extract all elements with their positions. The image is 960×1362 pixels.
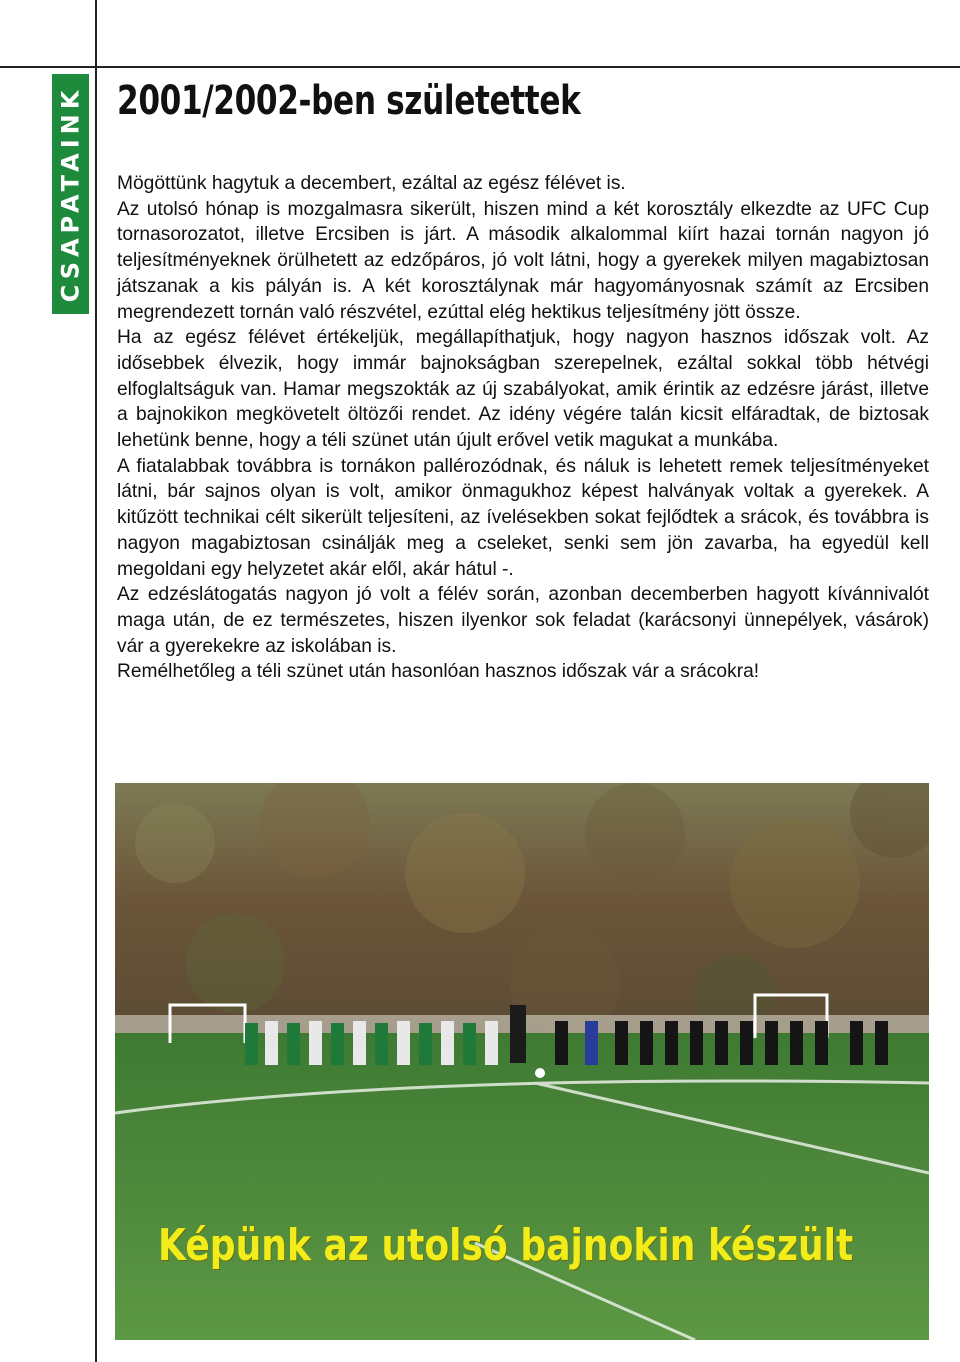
paragraph: Mögöttünk hagytuk a decembert, ezáltal az egész félévet is. <box>117 173 626 194</box>
article-title: 2001/2002-ben születettek <box>117 78 581 124</box>
paragraph: Az edzéslátogatás nagyon jó volt a félév során, azonban decemberben hagyott kívánnivalót maga után, de ez természetes, hiszen ilyenkor sok feladat (karácsonyi ünnepélyek, vásárok) vár a gyerekekre az iskolában is. <box>117 584 929 657</box>
header-rule <box>0 66 960 68</box>
ball <box>535 1068 545 1078</box>
paragraph: Ha az egész félévet értékeljük, megállapíthatjuk, hogy nagyon hasznos időszak volt. Az idősebbek élvezik, hogy immár bajnokságban szerepelnek, ezáltal sokkal több hétvégi elfoglaltságuk van. Hamar megszokták az új szabályokat, amik érintik az edzésre járást, illetve a bajnokikon megkövetelt öltözői rendet. Az idény végére talán kicsit elfáradtak, de biztosak lehetünk benne, hogy a téli szünet után újult erővel vetik magukat a munkába. <box>117 327 929 452</box>
paragraph: Remélhetőleg a téli szünet után hasonlóan hasznos időszak vár a srácokra! <box>117 661 760 683</box>
section-label: CSAPATAINK <box>56 85 85 303</box>
paragraph: A fiatalabbak továbbra is tornákon pallérozódnak, és náluk is lehetett remek teljesítményeket látni, bár sajnos olyan is volt, amikor önmagukhoz képest halványak voltak a gyerekek. A kitűzött technikai célt sikerült teljesíteni, az ívelésekben sokat fejlődtek a srácok, és továbbra is nagyon magabiztosan csinálják meg a cseleket, senki sem jön zavarba, ha egyedül kell megoldani egy helyzetet akár elől, akár hátul -. <box>117 455 929 580</box>
margin-rule <box>95 0 97 1362</box>
referee <box>510 1005 526 1063</box>
photo-caption: Képünk az utolsó bajnokin készült <box>158 1220 854 1271</box>
article-body <box>117 171 929 685</box>
pitch <box>115 1033 929 1340</box>
section-tab <box>52 74 89 314</box>
paragraph: Az utolsó hónap is mozgalmasra sikerült, hiszen mind a két korosztály elkezdte az UFC Cup tornasorozatot, illetve Ercsiben is járt. A második alkalommal kiírt hazai tornán nagyon jó teljesítményeknek örülhetett az edzőpáros, jó volt látni, hogy a gyerekek milyen magabiztosan játszanak a kis pályán is. A két korosztálynak már hagyományosnak számít az Ercsiben megrendezett tornán való részvétel, ezúttal elég hektikus teljesítmény jött össze. <box>117 198 929 323</box>
